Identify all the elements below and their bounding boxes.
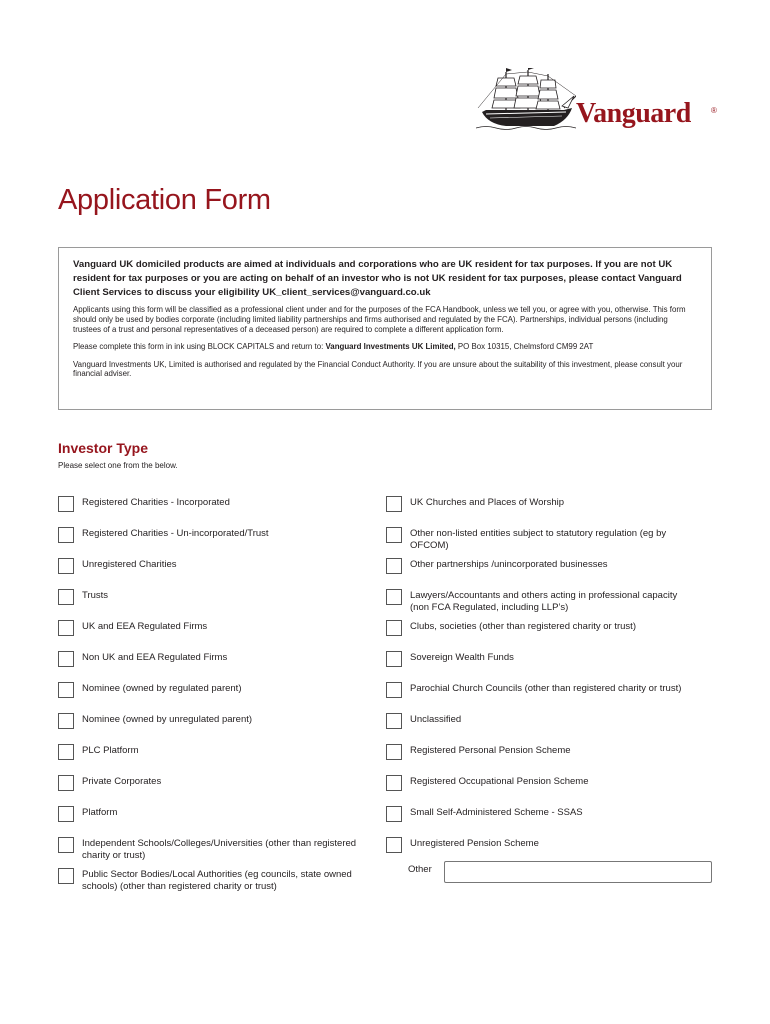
checkbox[interactable] — [386, 496, 402, 512]
checkbox[interactable] — [386, 682, 402, 698]
checkbox[interactable] — [386, 775, 402, 791]
option-public-sector-bodies[interactable] — [58, 868, 363, 894]
brand-wordmark: Vanguard — [576, 98, 691, 129]
checkbox[interactable] — [58, 651, 74, 667]
option-label: Public Sector Bodies/Local Authorities (eg councils, state owned schools) (other than registered charity or trust) — [82, 869, 352, 893]
vanguard-logo — [476, 68, 726, 140]
return-company: Vanguard Investments UK Limited, — [325, 342, 456, 352]
option-label: Platform — [82, 807, 118, 818]
option-unregistered-charities[interactable] — [58, 558, 378, 574]
option-label: PLC Platform — [82, 745, 139, 756]
option-label: Registered Charities - Incorporated — [82, 497, 230, 508]
option-label: Nominee (owned by regulated parent) — [82, 683, 242, 694]
other-input[interactable] — [444, 861, 712, 883]
option-independent-schools[interactable] — [58, 837, 358, 863]
option-label: Sovereign Wealth Funds — [410, 652, 514, 663]
option-platform[interactable] — [58, 806, 378, 822]
option-label: Registered Charities - Un-incorporated/Trust — [82, 528, 269, 539]
checkbox[interactable] — [386, 527, 402, 543]
option-label: Private Corporates — [82, 776, 162, 787]
option-unclassified[interactable] — [386, 713, 716, 729]
option-non-uk-eea-regulated-firms[interactable] — [58, 651, 378, 667]
checkbox[interactable] — [58, 775, 74, 791]
option-label: Independent Schools/Colleges/Universities (other than registered charity or trust) — [82, 838, 357, 862]
checkbox[interactable] — [58, 496, 74, 512]
other-label: Other — [408, 864, 432, 875]
eligibility-notice — [58, 247, 712, 410]
option-label: Small Self-Administered Scheme - SSAS — [410, 807, 583, 818]
option-label: UK and EEA Regulated Firms — [82, 621, 208, 632]
investor-type-title: Investor Type — [58, 440, 148, 456]
option-other-non-listed-entities[interactable] — [386, 527, 686, 553]
option-sovereign-wealth-funds[interactable] — [386, 651, 716, 667]
return-postal: PO Box 10315, Chelmsford CM99 2AT — [455, 342, 594, 352]
checkbox[interactable] — [58, 682, 74, 698]
option-label: Other partnerships /unincorporated businesses — [410, 559, 608, 570]
option-registered-charities-unincorporated[interactable] — [58, 527, 378, 543]
option-label: Registered Personal Pension Scheme — [410, 745, 571, 756]
checkbox[interactable] — [386, 806, 402, 822]
option-label: Parochial Church Councils (other than registered charity or trust) — [410, 683, 682, 694]
option-nominee-unregulated[interactable] — [58, 713, 378, 729]
option-registered-charities-incorporated[interactable] — [58, 496, 378, 512]
option-parochial-church-councils[interactable] — [386, 682, 716, 698]
checkbox[interactable] — [386, 837, 402, 853]
page-title: Application Form — [58, 184, 271, 216]
checkbox[interactable] — [386, 744, 402, 760]
checkbox[interactable] — [58, 589, 74, 605]
other-field-group — [408, 864, 432, 875]
option-label: Lawyers/Accountants and others acting in professional capacity (non FCA Regulated, including LLP’s) — [410, 590, 678, 614]
option-nominee-regulated[interactable] — [58, 682, 378, 698]
checkbox[interactable] — [58, 713, 74, 729]
option-label: UK Churches and Places of Worship — [410, 497, 565, 508]
checkbox[interactable] — [386, 558, 402, 574]
option-label: Registered Occupational Pension Scheme — [410, 776, 589, 787]
option-registered-occupational-pension[interactable] — [386, 775, 716, 791]
option-label: Unregistered Pension Scheme — [410, 838, 539, 849]
option-label: Unregistered Charities — [82, 559, 177, 570]
option-label: Trusts — [82, 590, 109, 601]
option-uk-churches[interactable] — [386, 496, 716, 512]
option-trusts[interactable] — [58, 589, 378, 605]
option-lawyers-accountants[interactable] — [386, 589, 686, 615]
registered-mark: ® — [711, 106, 717, 115]
checkbox[interactable] — [58, 527, 74, 543]
checkbox[interactable] — [58, 558, 74, 574]
option-clubs-societies[interactable] — [386, 620, 716, 636]
checkbox[interactable] — [58, 620, 74, 636]
checkbox[interactable] — [58, 868, 74, 884]
checkbox[interactable] — [386, 713, 402, 729]
checkbox[interactable] — [386, 620, 402, 636]
option-uk-eea-regulated-firms[interactable] — [58, 620, 378, 636]
investor-type-subtitle: Please select one from the below. — [58, 461, 178, 470]
checkbox[interactable] — [58, 806, 74, 822]
option-other-partnerships[interactable] — [386, 558, 716, 574]
option-ssas[interactable] — [386, 806, 716, 822]
option-label: Other non-listed entities subject to statutory regulation (eg by OFCOM) — [410, 528, 667, 552]
notice-lead: Vanguard UK domiciled products are aimed at individuals and corporations who are UK resident for tax purposes. If you are not UK resident for tax purposes or you are acting on behalf of an investor who is not UK resident for tax purposes, please contact Vanguard Client Services to discuss your eligibility UK_client_services@vanguard.co.uk — [73, 259, 682, 298]
option-unregistered-pension[interactable] — [386, 837, 716, 853]
option-label: Nominee (owned by unregulated parent) — [82, 714, 253, 725]
option-label: Non UK and EEA Regulated Firms — [82, 652, 228, 663]
option-registered-personal-pension[interactable] — [386, 744, 716, 760]
return-instruction: Please complete this form in ink using BLOCK CAPITALS and return to: — [73, 342, 326, 352]
ship-icon — [476, 68, 576, 132]
option-label: Unclassified — [410, 714, 462, 725]
option-label: Clubs, societies (other than registered charity or trust) — [410, 621, 636, 632]
notice-return-address — [73, 342, 697, 352]
checkbox[interactable] — [386, 651, 402, 667]
option-plc-platform[interactable] — [58, 744, 378, 760]
checkbox[interactable] — [386, 589, 402, 605]
checkbox[interactable] — [58, 837, 74, 853]
option-private-corporates[interactable] — [58, 775, 378, 791]
notice-authorisation: Vanguard Investments UK, Limited is authorised and regulated by the Financial Conduct Authority. If you are unsure about the suitability of this investment, please consult your financial adviser. — [73, 359, 683, 379]
notice-classification: Applicants using this form will be classified as a professional client under and for the purposes of the FCA Handbook, unless we tell you, or agree with you, otherwise. This form should only be used by bodies corporate (including limited liability partnerships and firms authorised and regulated by the FCA). Partnerships, individual persons (including trustees of a trust and personal representatives of a deceased person) are required to complete a different application form. — [73, 305, 686, 334]
checkbox[interactable] — [58, 744, 74, 760]
